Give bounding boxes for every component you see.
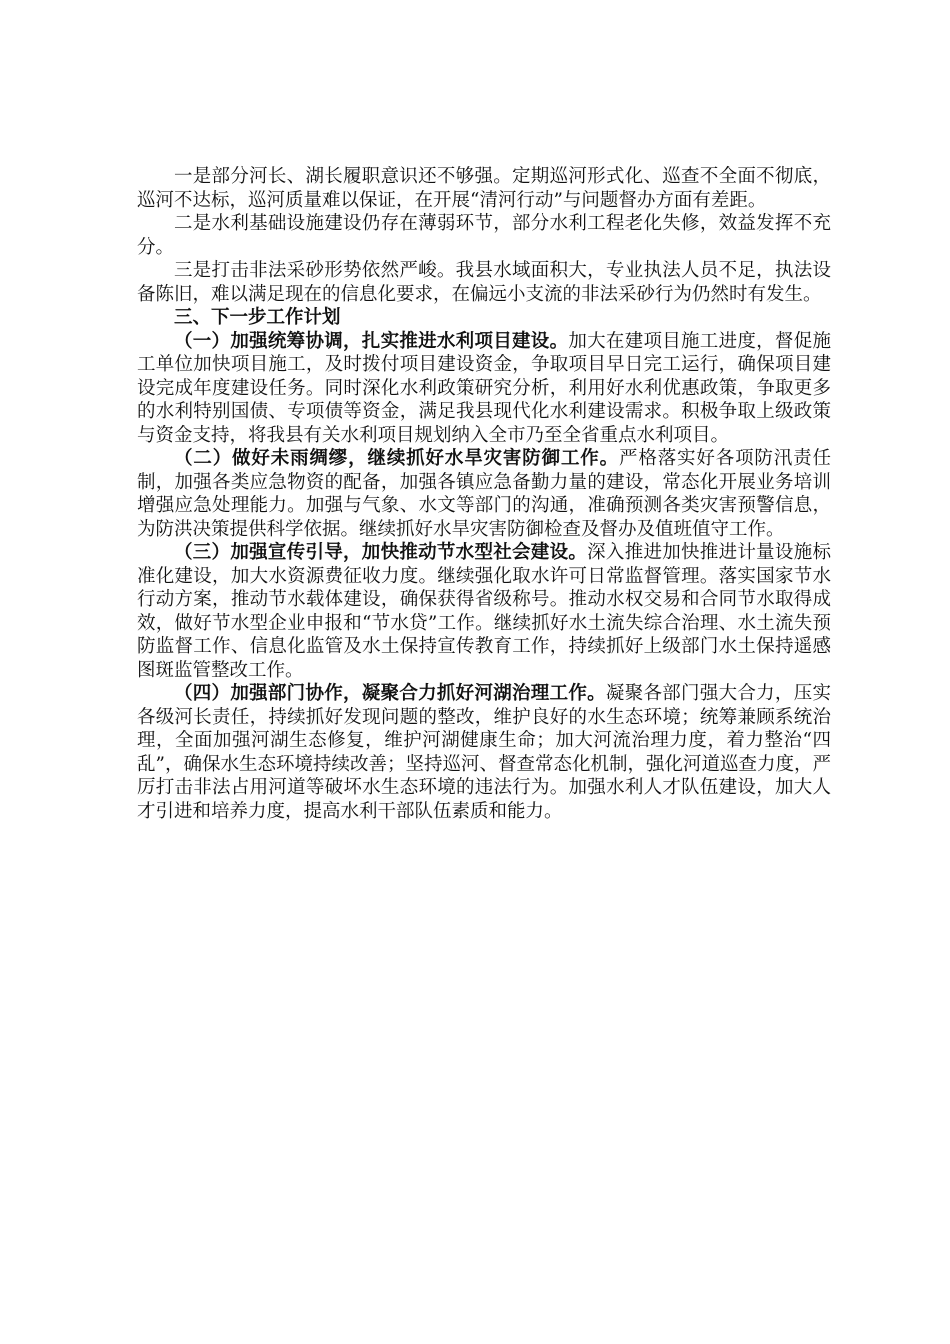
plan-lead-1: （一）加强统筹协调，扎实推进水利项目建设。	[174, 330, 569, 352]
plan-paragraph-4	[137, 682, 831, 823]
document-body	[137, 165, 831, 823]
plan-body-4: 凝聚各部门强大合力，压实各级河长责任，持续抓好发现问题的整改，维护良好的水生态环境；统筹兼顾系统治理，全面加强河湖生态修复，维护河湖健康生命；加大河流治理力度，着力整治“四乱”，确保水生态环境持续改善；坚持巡河、督查常态化机制，强化河道巡查力度，严厉打击非法占用河道等破坏水生态环境的违法行为。加强水利人才队伍建设，加大人才引进和培养力度，提高水利干部队伍素质和能力。	[137, 683, 831, 822]
plan-lead-3: （三）加强宣传引导，加快推动节水型社会建设。	[174, 542, 588, 563]
plan-body-1: 加大在建项目施工进度，督促施工单位加快项目施工，及时拨付项目建设资金，争取项目早日完工运行，确保项目建设完成年度建设任务。同时深化水利政策研究分析，利用好水利优惠政策，争取更多的水利特别国债、专项债等资金，满足我县现代化水利建设需求。积极争取上级政策与资金支持，将我县有关水利项目规划纳入全市乃至全省重点水利项目。	[137, 330, 831, 446]
plan-body-2: 严格落实好各项防汛责任制，加强各类应急物资的配备，加强各镇应急备勤力量的建设，常态化开展业务培训增强应急处理能力。加强与气象、水文等部门的沟通，准确预测各类灾害预警信息，为防洪决策提供科学依据。继续抓好水旱灾害防御检查及督办及值班值守工作。	[137, 448, 831, 540]
problem-paragraph-1: 一是部分河长、湖长履职意识还不够强。定期巡河形式化、巡查不全面不彻底，巡河不达标，巡河质量难以保证，在开展“清河行动”与问题督办方面有差距。	[137, 166, 831, 211]
plan-lead-4: （四）加强部门协作，凝聚合力抓好河湖治理工作。	[174, 683, 606, 704]
plan-paragraph-2	[137, 447, 831, 541]
problem-paragraph-3: 三是打击非法采砂形势依然严峻。我县水域面积大，专业执法人员不足，执法设备陈旧，难以满足现在的信息化要求，在偏远小支流的非法采砂行为仍然时有发生。	[137, 260, 831, 305]
plan-paragraph-1	[137, 330, 831, 448]
plan-lead-2: （二）做好未雨绸缪，继续抓好水旱灾害防御工作。	[174, 448, 619, 469]
plan-body-3: 深入推进加快推进计量设施标准化建设，加大水资源费征收力度。继续强化取水许可日常监督管理。落实国家节水行动方案，推动节水载体建设，确保获得省级称号。推动水权交易和合同节水取得成效，做好节水型企业申报和“节水贷”工作。继续抓好水土流失综合治理、水土流失预防监督工作、信息化监管及水土保持宣传教育工作，持续抓好上级部门水土保持遥感图斑监管整改工作。	[137, 542, 831, 681]
problem-paragraph-2: 二是水利基础设施建设仍存在薄弱环节，部分水利工程老化失修，效益发挥不充分。	[137, 213, 831, 258]
plan-paragraph-3	[137, 541, 831, 682]
section-heading: 三、下一步工作计划	[174, 307, 341, 328]
